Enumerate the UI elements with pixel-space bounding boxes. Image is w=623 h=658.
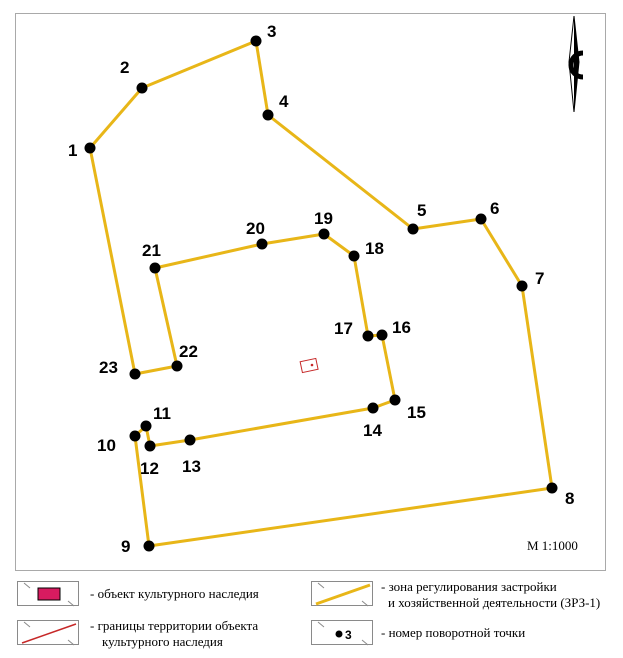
turn-point-10 — [130, 431, 141, 442]
map-scale: М 1:1000 — [527, 538, 578, 553]
turn-point-label-1: 1 — [68, 141, 78, 160]
turn-point-1 — [85, 143, 96, 154]
turn-point-label-17: 17 — [334, 319, 353, 338]
turn-point-label-3: 3 — [267, 22, 277, 41]
turn-point-8 — [547, 483, 558, 494]
turn-point-label-6: 6 — [490, 199, 500, 218]
turn-point-19 — [319, 229, 330, 240]
legend-label-territory-boundary — [90, 618, 258, 650]
turn-point-15 — [390, 395, 401, 406]
turn-point-label-4: 4 — [279, 92, 289, 111]
turn-point-13 — [185, 435, 196, 446]
turn-point-label-12: 12 — [140, 459, 159, 478]
turn-point-label-23: 23 — [99, 358, 118, 377]
turn-point-label-5: 5 — [417, 201, 427, 220]
turn-point-label-8: 8 — [565, 489, 575, 508]
turn-point-label-19: 19 — [314, 209, 333, 228]
turn-point-label-10: 10 — [97, 436, 116, 455]
turn-point-11 — [141, 421, 152, 432]
turn-point-label-15: 15 — [407, 403, 426, 422]
turn-point-5 — [408, 224, 419, 235]
turn-point-9 — [144, 541, 155, 552]
cultural-heritage-object — [300, 358, 318, 372]
legend-swatch-territory-boundary — [17, 620, 79, 645]
legend-zone-line-2: и хозяйственной деятельности (ЗРЗ-1) — [388, 595, 601, 610]
north-arrow-icon — [569, 16, 583, 112]
legend-swatch-zone — [311, 581, 373, 606]
legend-swatch-turn-point — [311, 620, 373, 645]
turn-points-layer — [68, 22, 574, 556]
turn-point-18 — [349, 251, 360, 262]
turn-point-label-18: 18 — [365, 239, 384, 258]
legend-label-zone — [381, 579, 600, 611]
turn-point-label-20: 20 — [246, 219, 265, 238]
turn-point-label-16: 16 — [392, 318, 411, 337]
turn-point-2 — [137, 83, 148, 94]
turn-point-17 — [363, 331, 374, 342]
turn-point-6 — [476, 214, 487, 225]
legend-swatch-cultural-object — [17, 581, 79, 606]
turn-point-label-9: 9 — [121, 537, 131, 556]
turn-point-4 — [263, 110, 274, 121]
turn-point-label-13: 13 — [182, 457, 201, 476]
legend-turn-point-sample: 3 — [345, 628, 352, 642]
legend-territory-line-1: - границы территории объекта — [90, 618, 259, 633]
turn-point-16 — [377, 330, 388, 341]
turn-point-3 — [251, 36, 262, 47]
legend-label-turn-point: - номер поворотной точки — [381, 625, 526, 640]
zrz-1-zone-boundary — [90, 41, 552, 546]
turn-point-label-21: 21 — [142, 241, 161, 260]
turn-point-label-2: 2 — [120, 58, 130, 77]
turn-point-23 — [130, 369, 141, 380]
turn-point-20 — [257, 239, 268, 250]
turn-point-label-7: 7 — [535, 269, 545, 288]
turn-point-label-11: 11 — [153, 404, 171, 423]
turn-point-7 — [517, 281, 528, 292]
legend-zone-line-1: - зона регулирования застройки — [381, 579, 557, 594]
turn-point-label-14: 14 — [363, 421, 382, 440]
turn-point-14 — [368, 403, 379, 414]
legend-territory-line-2: культурного наследия — [102, 634, 223, 649]
turn-point-12 — [145, 441, 156, 452]
turn-point-22 — [172, 361, 183, 372]
turn-point-21 — [150, 263, 161, 274]
turn-point-label-22: 22 — [179, 342, 198, 361]
legend-label-cultural-object: - объект культурного наследия — [90, 586, 259, 601]
